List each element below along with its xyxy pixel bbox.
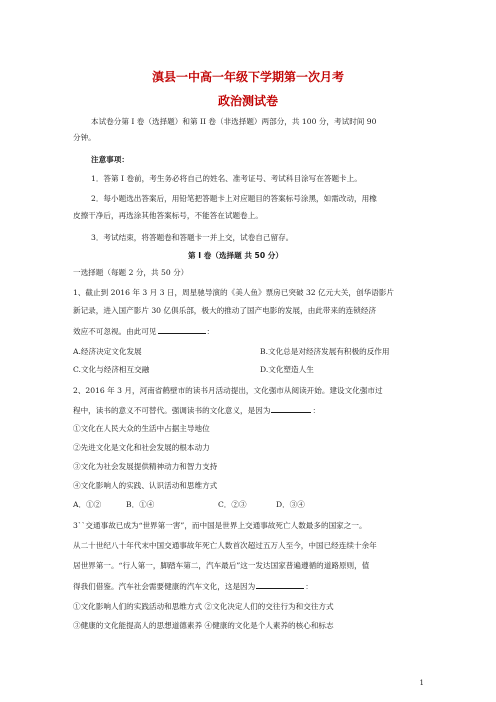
question-2-statement-2: ②先进文化是文化和社会发展的根本动力 [73,443,210,452]
exam-title: 滇县一中高一年级下学期第一次月考 [151,70,344,84]
question-1-option-d: D.文化塑造人生 [260,365,314,374]
question-3-statements-1-2: ①文化影响人们的实践活动和思维方式 ②文化决定人们的交往行为和交往方式 [73,602,334,611]
question-1-option-b: B.文化总是对经济发展有积极的反作用 [260,347,390,356]
question-2-statement-4: ④文化影响人的实践、认识活动和思维方式 [73,481,218,490]
notes-heading: 注意事项： [91,155,129,164]
question-1-option-a: A.经济决定文化发展 [73,347,142,356]
question-1-stem-end: 效应不可忽视。由此可见 [73,327,157,336]
question-3-line-4 [73,580,313,592]
question-2-colon: ： [312,406,321,415]
section-1-heading: 第 I 卷（选择题 共 50 分） [188,251,283,260]
question-2-option-a: A．①② [73,500,102,509]
answer-blank [256,580,304,589]
question-1-line-1: 1、截止到 2016 年 3 月 3 日，周星驰导演的《美人鱼》票房已突破 32 亿元大关，创华语影片 [73,288,394,297]
question-3-line-2: 从二十世纪八十年代末中国交通事故年死亡人数首次超过五万人至今，中国已经连续十余年 [73,541,377,550]
question-2-line-1: 2、2016 年 3 月，河南省鹤壁市的读书月活动提出，文化强市从阅读开始。建设文化强市过 [73,386,383,395]
question-3-colon: ： [305,582,313,591]
note-1: 1．答第 I 卷前，考生务必将自己的姓名、准考证号、考试科目涂写在答题卡上。 [91,174,362,183]
question-1-colon: ： [206,327,215,336]
note-3: 3．考试结束，将答题卷和答题卡一并上交，试卷自己留存。 [91,233,294,242]
intro-line-1: 本试卷分第 I 卷（选择题）和第 II 卷（非选择题）两部分，共 100 分，考试时间 90 [91,117,377,126]
answer-blank [158,325,206,334]
question-2-statement-1: ①文化在人民大众的生活中占据主导地位 [73,424,210,433]
question-2-statement-3: ③文化为社会发展提供精神动力和智力支持 [73,462,218,471]
question-2-option-c: C．②③ [218,500,247,509]
question-2-option-d: D．③④ [276,500,305,509]
question-2-line-2 [73,404,320,416]
answer-blank [271,404,311,413]
question-3-line-1: 3``交通事故已成为“世界第一害”，而中国是世界上交通事故死亡人数最多的国家之一。 [73,521,367,530]
question-3-stem-end: 得我们借鉴。汽车社会需要健康的汽车文化，这是因为 [73,582,256,591]
question-3-statements-3-4: ③健康的文化能提高人的思想道德素养 ④健康的文化是个人素养的核心和标志 [73,621,334,630]
exam-subtitle: 政治测试卷 [217,94,278,108]
question-1-line-2: 新记录，进入国产影片 30 亿俱乐部，极大的推动了国产电影的发展，由此带来的连锁经济 [73,306,377,315]
note-2-line-1: 2．每小题选出答案后，用铅笔把答题卡上对应题目的答案标号涂黑，如需改动，用橡 [91,194,377,203]
note-2-line-2: 皮擦干净后，再选涂其他答案标号，不能答在试题卷上。 [73,211,263,220]
section-1-instruction: 一选择题（每题 2 分，共 50 分） [73,268,189,277]
page-number: 1 [419,679,424,687]
question-1-option-c: C.文化与经济相互交融 [73,365,150,374]
question-2-option-b: B．①④ [126,500,155,509]
intro-line-2: 分钟。 [73,133,96,142]
question-2-stem-end: 程中，读书的意义不可替代。强调读书的文化意义，是因为 [73,406,271,415]
question-3-line-3: 居世界第一。“行人第一，脚踏车第二，汽车最后”这一发达国家普遍遵循的道路原则，值 [73,561,370,570]
question-1-line-3 [73,325,214,337]
